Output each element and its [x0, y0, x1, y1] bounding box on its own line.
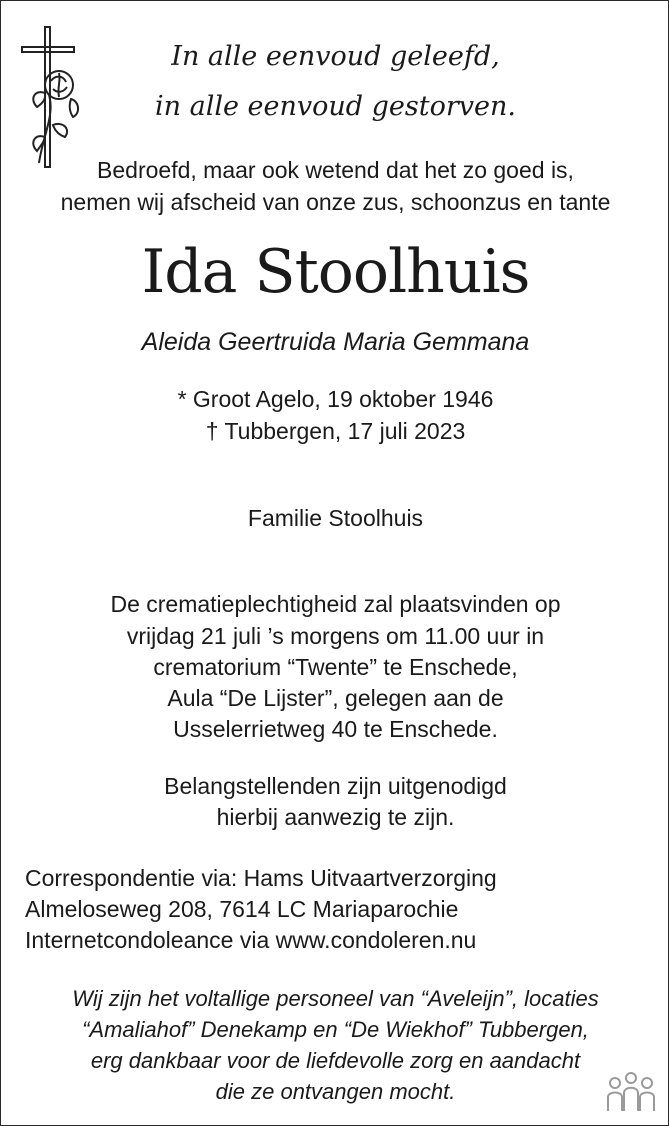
- thanks-line-3: erg dankbaar voor de liefdevolle zorg en aandacht: [90, 1048, 581, 1073]
- motto-line-1: In alle eenvoud geleefd,: [171, 41, 500, 72]
- family-signature: Familie Stoolhuis: [247, 505, 424, 531]
- intro-line-1: Bedroefd, maar ook wetend dat het zo goed is,: [97, 157, 574, 183]
- intro-line-2: nemen wij afscheid van onze zus, schoonzus en tante: [60, 189, 611, 215]
- ceremony-line-1: De crematieplechtigheid zal plaatsvinden op: [110, 591, 561, 617]
- correspondence-line-3: Internetcondoleance via www.condoleren.nu: [25, 927, 477, 953]
- birth-line: * Groot Agelo, 19 oktober 1946: [177, 386, 494, 412]
- ceremony-line-4: Aula “De Lijster”, gelegen aan de: [167, 685, 504, 711]
- full-name: Aleida Geertruida Maria Gemmana: [141, 328, 530, 356]
- ceremony-line-5: Usselerrietweg 40 te Enschede.: [173, 716, 498, 742]
- thanks-line-4: die ze ontvangen mocht.: [215, 1079, 456, 1104]
- ceremony-line-2: vrijdag 21 juli ’s morgens om 11.00 uur in: [126, 623, 545, 649]
- thanks-line-2: “Amaliahof” Denekamp en “De Wiekhof” Tubbergen,: [82, 1017, 589, 1042]
- ceremony-line-3: crematorium “Twente” te Enschede,: [153, 654, 518, 680]
- thanks-line-1: Wij zijn het voltallige personeel van “Aveleijn”, locaties: [72, 986, 599, 1011]
- deceased-name: Ida Stoolhuis: [141, 237, 530, 307]
- invitation-line-1: Belangstellenden zijn uitgenodigd: [164, 773, 507, 799]
- correspondence-line-1: Correspondentie via: Hams Uitvaartverzorging: [25, 865, 497, 891]
- motto-line-2: in alle eenvoud gestorven.: [155, 91, 516, 122]
- invitation-line-2: hierbij aanwezig te zijn.: [216, 804, 455, 830]
- correspondence-line-2: Almeloseweg 208, 7614 LC Mariaparochie: [25, 896, 459, 922]
- death-line: † Tubbergen, 17 juli 2023: [205, 418, 466, 444]
- people-group-icon: [605, 1071, 657, 1113]
